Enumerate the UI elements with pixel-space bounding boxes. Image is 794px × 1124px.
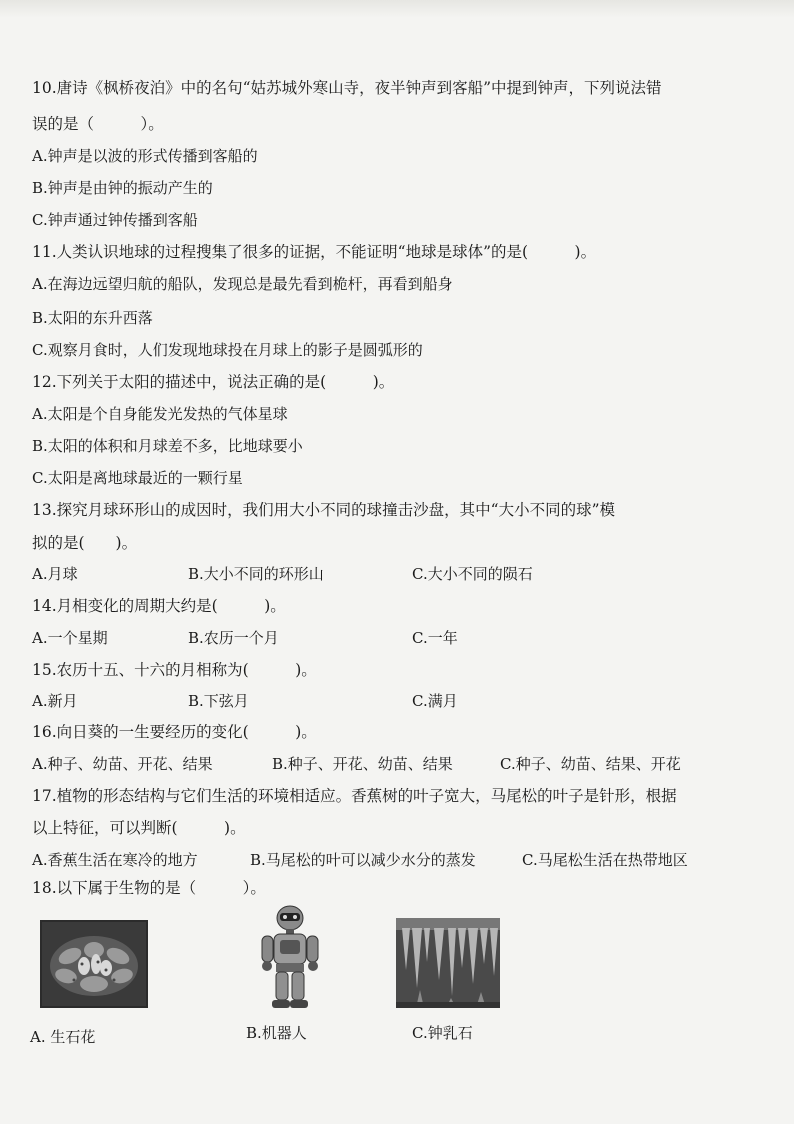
q18-option-b: B.机器人 [246, 1024, 307, 1042]
q16-option-a: A.种子、幼苗、开花、结果 [32, 755, 213, 773]
q11-option-c: C.观察月食时，人们发现地球投在月球上的影子是圆弧形的 [32, 341, 423, 359]
q10-stem-line1: 10.唐诗《枫桥夜泊》中的名句“姑苏城外寒山寺，夜半钟声到客船”中提到钟声，下列说法错 [32, 79, 662, 97]
q16-option-c: C.种子、幼苗、结果、开花 [500, 755, 681, 773]
q14-option-b: B.农历一个月 [188, 629, 279, 647]
q10-option-c: C.钟声通过钟传播到客船 [32, 211, 198, 229]
q10-option-a: A.钟声是以波的形式传播到客船的 [32, 147, 258, 165]
q11-stem: 11.人类认识地球的过程搜集了很多的证据，不能证明“地球是球体”的是( )。 [32, 243, 597, 261]
q13-stem-line2: 拟的是( )。 [32, 534, 138, 552]
q10-option-b: B.钟声是由钟的振动产生的 [32, 179, 213, 197]
q10-stem-line2: 误的是（ ）。 [32, 115, 164, 133]
q11-option-b: B.太阳的东升西落 [32, 309, 153, 327]
scan-top-edge [0, 0, 794, 18]
q17-option-b: B.马尾松的叶可以减少水分的蒸发 [250, 851, 476, 869]
q15-option-c: C.满月 [412, 692, 458, 710]
q14-option-c: C.一年 [412, 629, 458, 647]
q15-stem: 15.农历十五、十六的月相称为( )。 [32, 661, 317, 679]
q18-stem: 18.以下属于生物的是（ ）。 [32, 879, 266, 897]
q12-stem: 12.下列关于太阳的描述中，说法正确的是( )。 [32, 373, 395, 391]
q17-stem-line1: 17.植物的形态结构与它们生活的环境相适应。香蕉树的叶子宽大，马尾松的叶子是针形，根据 [32, 787, 677, 805]
stalactite-photo [396, 918, 500, 1008]
q18-option-c: C.钟乳石 [412, 1024, 473, 1042]
q16-option-b: B.种子、开花、幼苗、结果 [272, 755, 453, 773]
q14-option-a: A.一个星期 [32, 629, 108, 647]
q12-option-b: B.太阳的体积和月球差不多，比地球要小 [32, 437, 303, 455]
q15-option-b: B.下弦月 [188, 692, 249, 710]
q17-option-c: C.马尾松生活在热带地区 [522, 851, 688, 869]
q11-option-a: A.在海边远望归航的船队，发现总是最先看到桅杆，再看到船身 [32, 275, 453, 293]
lithops-photo [40, 920, 148, 1008]
robot-photo [250, 904, 330, 1012]
q13-option-a: A.月球 [32, 565, 78, 583]
q17-stem-line2: 以上特征，可以判断( )。 [32, 819, 246, 837]
q12-option-a: A.太阳是个自身能发光发热的气体星球 [32, 405, 288, 423]
q13-option-c: C.大小不同的陨石 [412, 565, 533, 583]
q16-stem: 16.向日葵的一生要经历的变化( )。 [32, 723, 317, 741]
q17-option-a: A.香蕉生活在寒冷的地方 [32, 851, 198, 869]
q18-option-a: A. 生石花 [30, 1028, 96, 1046]
q15-option-a: A.新月 [32, 692, 78, 710]
q13-stem-line1: 13.探究月球环形山的成因时，我们用大小不同的球撞击沙盘，其中“大小不同的球”模 [32, 501, 616, 519]
q13-option-b: B.大小不同的环形山 [188, 565, 324, 583]
q12-option-c: C.太阳是离地球最近的一颗行星 [32, 469, 243, 487]
q14-stem: 14.月相变化的周期大约是( )。 [32, 597, 286, 615]
